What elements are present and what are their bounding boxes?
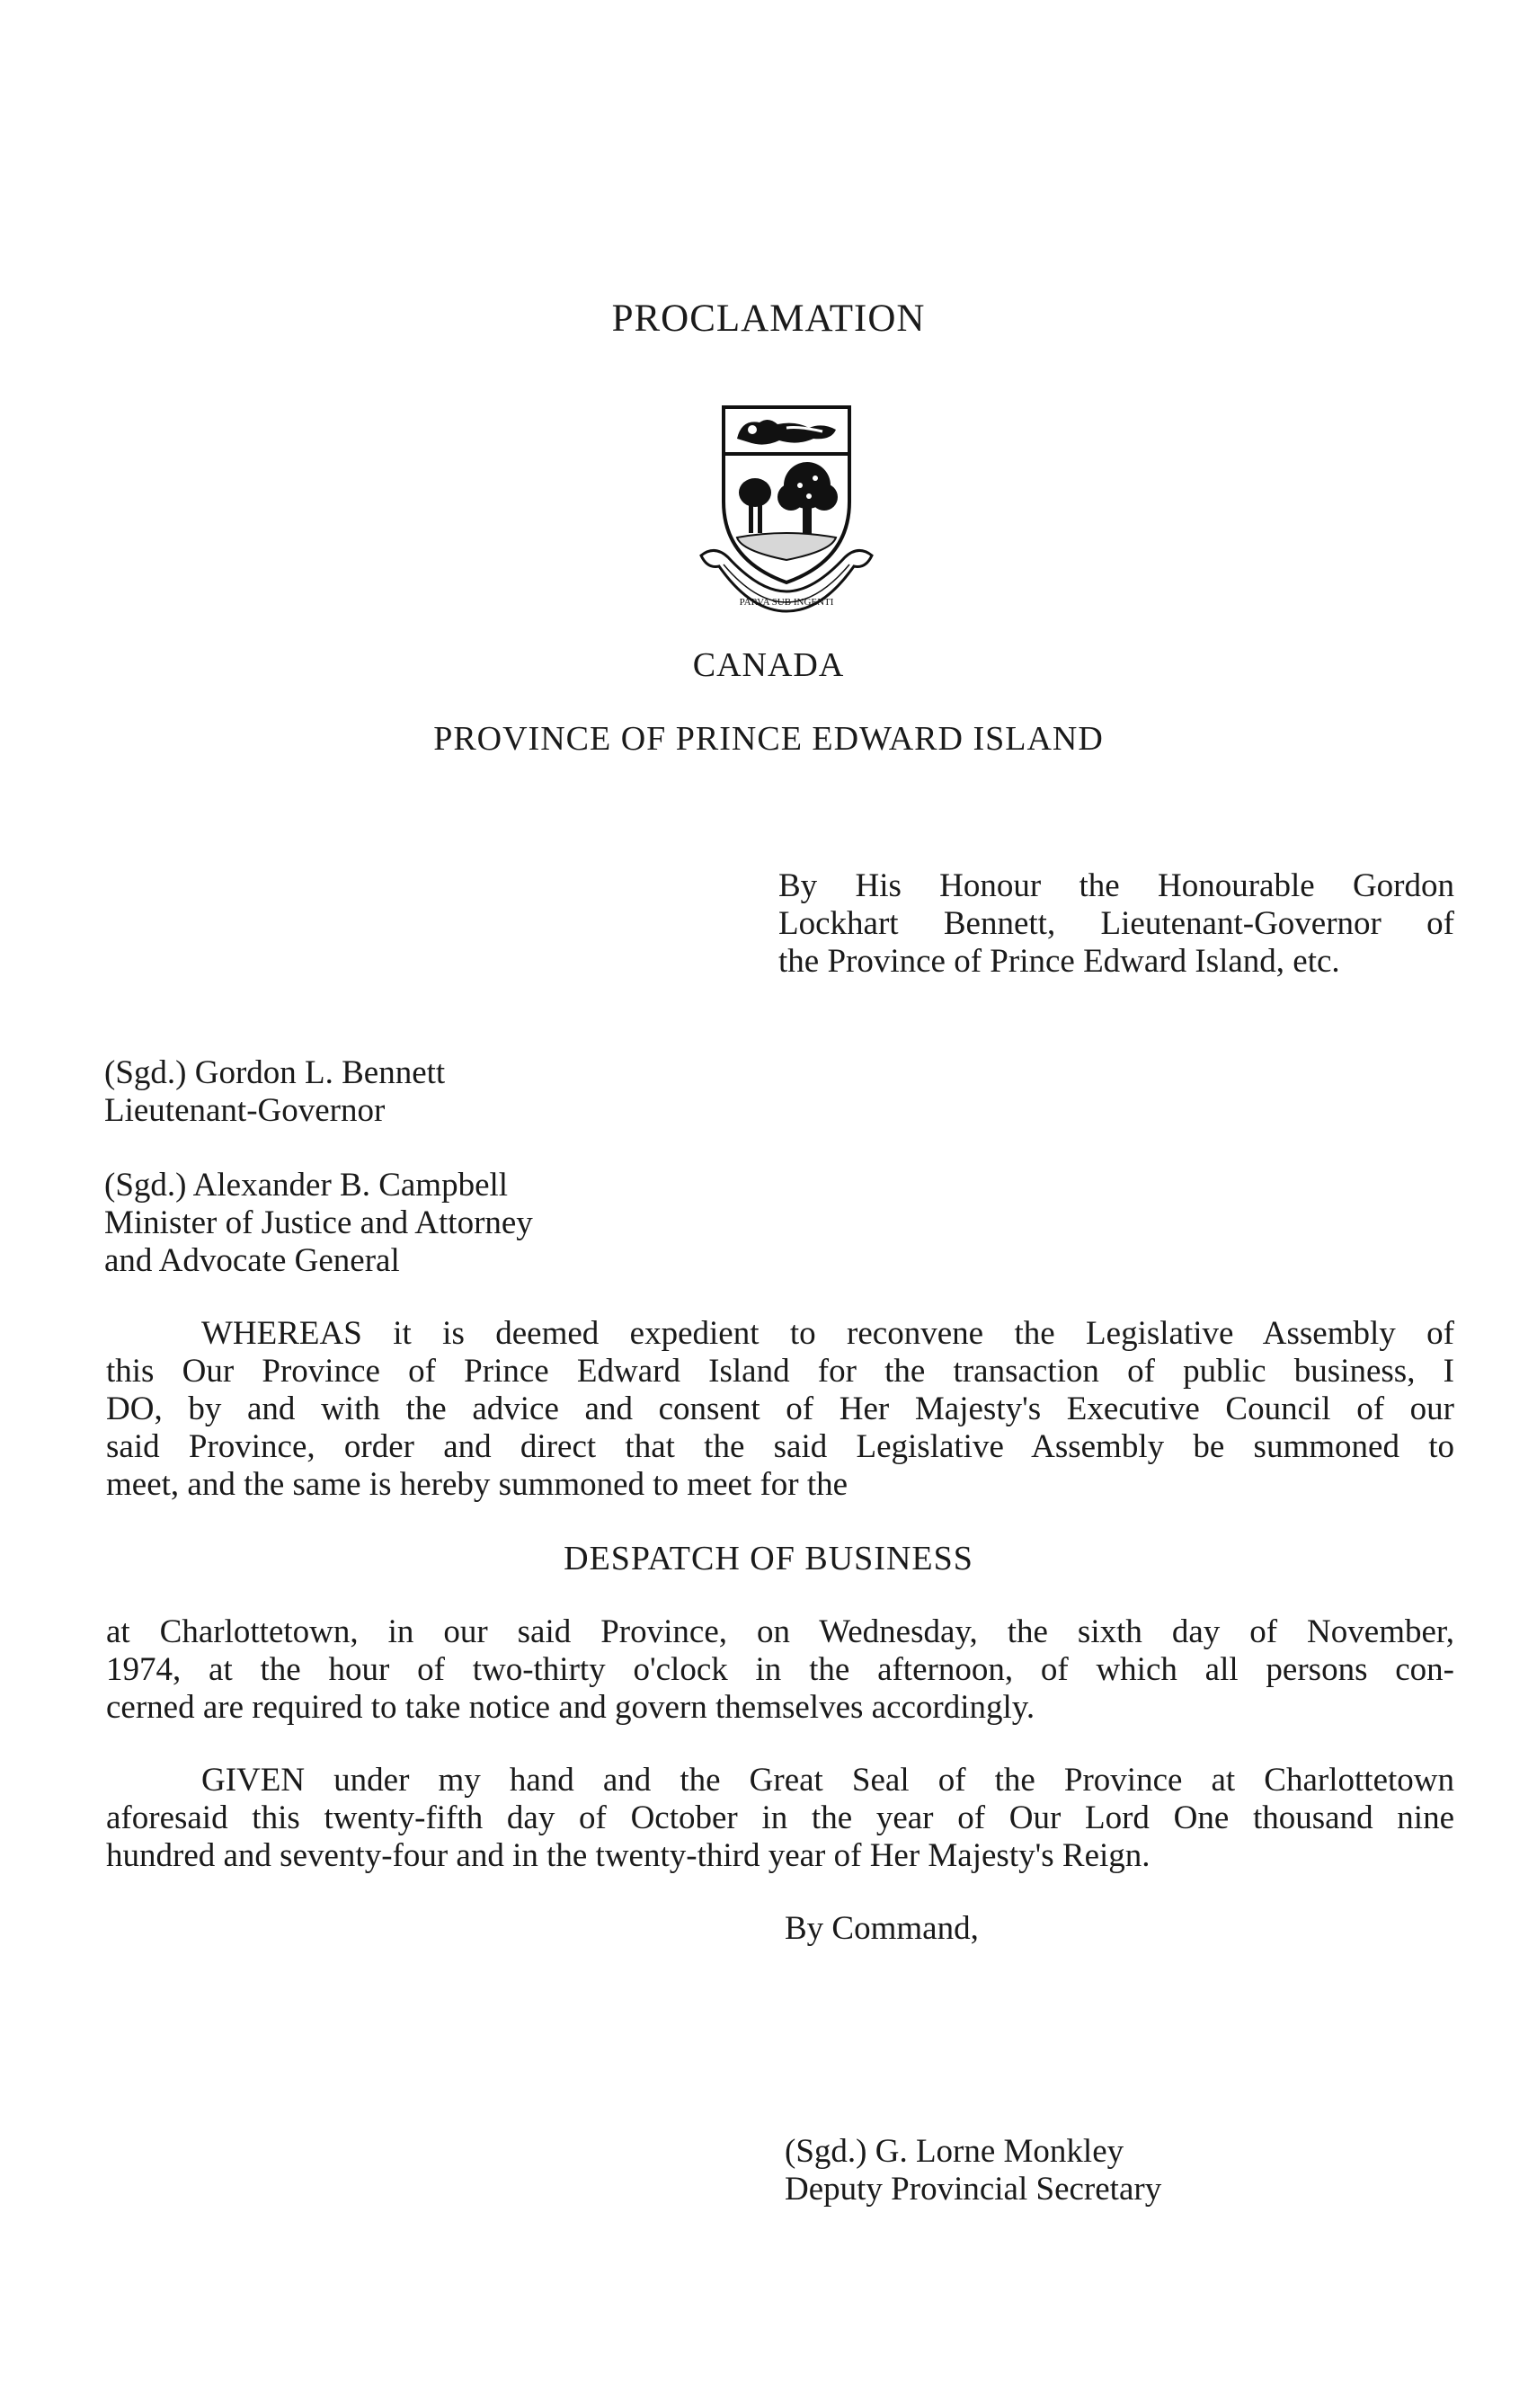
paragraph-line: 1974, at the hour of two-thirty o'clock in the afternoon, of which all persons con- (106, 1651, 1454, 1688)
despatch-heading: DESPATCH OF BUSINESS (564, 1540, 973, 1577)
document-title: PROCLAMATION (611, 298, 926, 340)
paragraph-line: WHEREAS it is deemed expedient to reconvene the Legislative Assembly of (201, 1315, 1454, 1352)
signature-title: Deputy Provincial Secretary (785, 2171, 1162, 2208)
signature-lieutenant-governor (104, 1054, 445, 1130)
honour-line: Lockhart Bennett, Lieutenant-Governor of (778, 905, 1454, 942)
paragraph-line: at Charlottetown, in our said Province, on Wednesday, the sixth day of November, (106, 1613, 1454, 1650)
charlottetown-paragraph (106, 1613, 1454, 1727)
provincial-coat-of-arms-icon (697, 403, 876, 618)
svg-text:PARVA SUB INGENTI: PARVA SUB INGENTI (739, 597, 834, 608)
signature-deputy-provincial-secretary (785, 2133, 1161, 2208)
paragraph-line: this Our Province of Prince Edward Island for the transaction of public business, I (106, 1353, 1454, 1390)
province-heading: PROVINCE OF PRINCE EDWARD ISLAND (433, 720, 1104, 758)
paragraph-line: DO, by and with the advice and consent of Her Majesty's Executive Council of our (106, 1391, 1454, 1427)
paragraph-line: meet, and the same is hereby summoned to meet for the (106, 1466, 848, 1503)
paragraph-line: aforesaid this twenty-fifth day of October in the year of Our Lord One thousand nine (106, 1799, 1454, 1836)
signature-title: Lieutenant-Governor (104, 1092, 386, 1129)
signature-minister-of-justice (104, 1167, 533, 1280)
signature-name: (Sgd.) G. Lorne Monkley (785, 2133, 1124, 2170)
by-command: By Command, (785, 1910, 979, 1947)
given-paragraph (106, 1762, 1454, 1875)
whereas-paragraph (106, 1315, 1454, 1504)
honour-line: By His Honour the Honourable Gordon (778, 867, 1454, 904)
signature-title: Minister of Justice and Attorney (104, 1204, 533, 1241)
signature-name: (Sgd.) Gordon L. Bennett (104, 1054, 446, 1091)
paragraph-line: said Province, order and direct that the said Legislative Assembly be summoned to (106, 1428, 1454, 1465)
honour-line: the Province of Prince Edward Island, etc. (778, 943, 1340, 980)
honour-block (778, 867, 1454, 981)
signature-title: and Advocate General (104, 1242, 400, 1279)
paragraph-line: GIVEN under my hand and the Great Seal of the Province at Charlottetown (201, 1762, 1454, 1799)
country-heading: CANADA (692, 646, 845, 684)
paragraph-line: hundred and seventy-four and in the twenty-third year of Her Majesty's Reign. (106, 1837, 1151, 1874)
signature-name: (Sgd.) Alexander B. Campbell (104, 1167, 509, 1204)
paragraph-line: cerned are required to take notice and govern themselves accordingly. (106, 1689, 1035, 1726)
